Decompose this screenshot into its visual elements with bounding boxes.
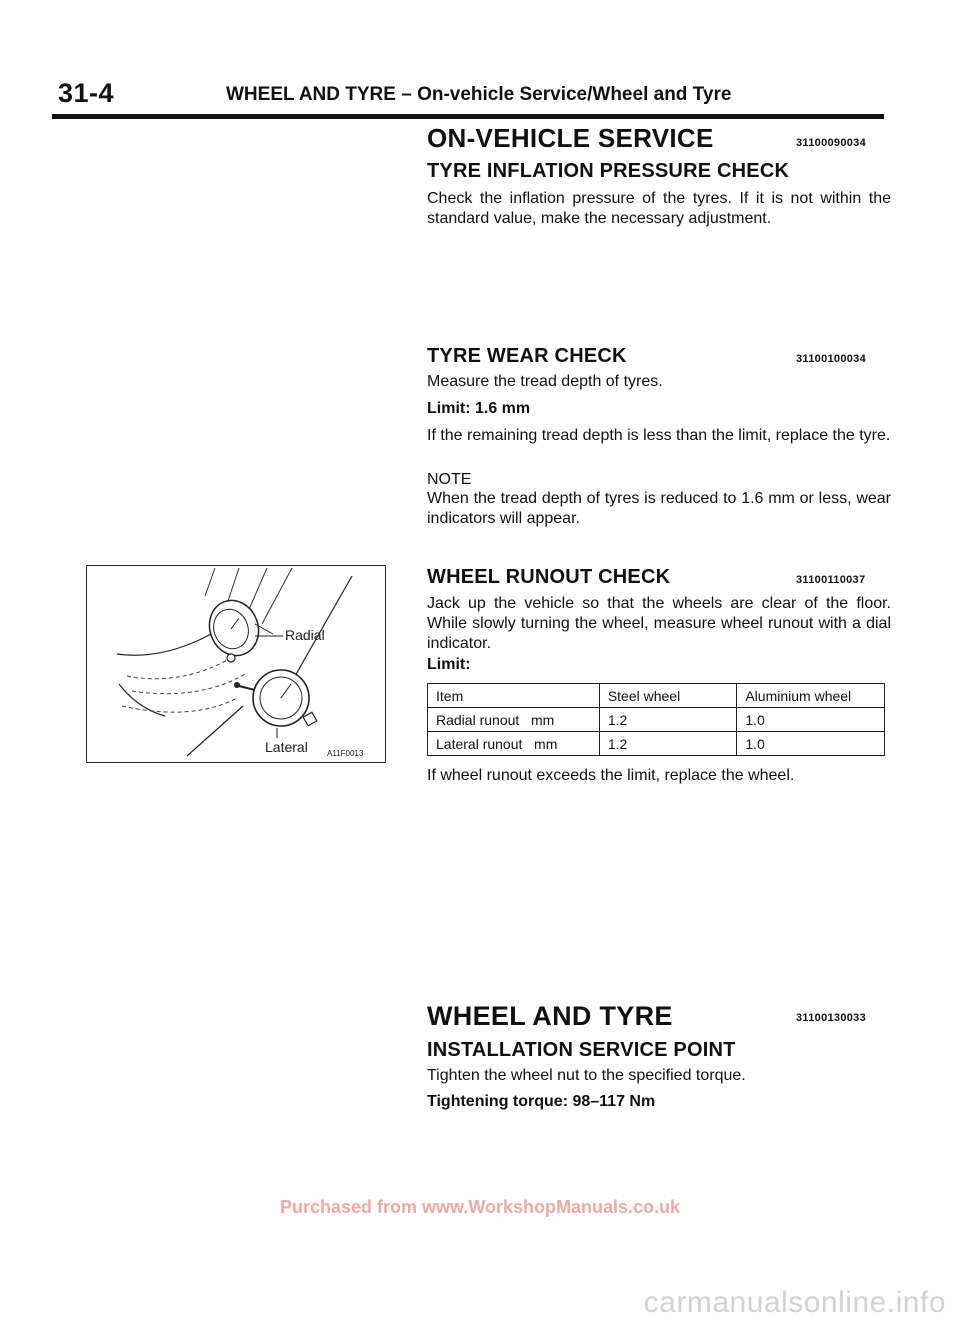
runout-limit-label: Limit: xyxy=(427,656,471,673)
page-header-title: WHEEL AND TYRE – On-vehicle Service/Wheel and Tyre xyxy=(226,84,732,105)
subsection-title-inflation: TYRE INFLATION PRESSURE CHECK xyxy=(427,160,790,182)
header-rule xyxy=(52,114,884,119)
dial-indicator-illustration xyxy=(87,566,385,762)
figure-label-lateral: Lateral xyxy=(265,739,308,755)
table-header-cell: Steel wheel xyxy=(599,684,737,708)
runout-text: Jack up the vehicle so that the wheels are clear of the floor. While slowly turning the wheel, measure wheel runout with a dial indicator. xyxy=(427,595,891,652)
table-cell: 1.0 xyxy=(737,708,885,732)
runout-figure xyxy=(86,565,386,763)
note-label: NOTE xyxy=(427,471,472,488)
table-cell: Radial runout mm xyxy=(428,708,600,732)
table-row xyxy=(428,732,885,756)
table-header-cell: Aluminium wheel xyxy=(737,684,885,708)
inflation-text: Check the inflation pressure of the tyres. If it is not within the standard value, make the necessary adjustment. xyxy=(427,190,891,227)
table-header-row xyxy=(428,684,885,708)
table-row xyxy=(428,708,885,732)
runout-after-text: If wheel runout exceeds the limit, replace the wheel. xyxy=(427,767,795,784)
purchase-watermark: Purchased from www.WorkshopManuals.co.uk xyxy=(279,1197,681,1217)
wear-text-2: If the remaining tread depth is less than the limit, replace the tyre. xyxy=(427,427,891,444)
section-title-wheel-and-tyre: WHEEL AND TYRE xyxy=(427,1001,673,1031)
table-cell: 1.0 xyxy=(737,732,885,756)
subsection-title-wear: TYRE WEAR CHECK xyxy=(427,345,627,367)
note-text: When the tread depth of tyres is reduced to 1.6 mm or less, wear indicators will appear. xyxy=(427,490,891,527)
subsection-code-runout: 31100110037 xyxy=(796,574,866,586)
figure-label-radial: Radial xyxy=(285,627,325,643)
subsection-code-wear: 31100100034 xyxy=(796,353,866,365)
section-code-on-vehicle-service: 31100090034 xyxy=(796,137,866,149)
subsection-title-installation: INSTALLATION SERVICE POINT xyxy=(427,1039,736,1061)
section-code-wheel-and-tyre: 31100130033 xyxy=(796,1012,866,1024)
site-watermark: carmanualsonline.info xyxy=(643,1286,946,1319)
runout-limit-table xyxy=(427,683,885,756)
table-cell: Lateral runout mm xyxy=(428,732,600,756)
page-number: 31-4 xyxy=(58,78,115,108)
table-cell: 1.2 xyxy=(599,732,737,756)
subsection-title-runout: WHEEL RUNOUT CHECK xyxy=(427,566,671,588)
section-title-on-vehicle-service: ON-VEHICLE SERVICE xyxy=(427,123,714,153)
table-cell: 1.2 xyxy=(599,708,737,732)
table-header-cell: Item xyxy=(428,684,600,708)
tightening-torque: Tightening torque: 98–117 Nm xyxy=(427,1093,656,1110)
wear-limit: Limit: 1.6 mm xyxy=(427,400,531,417)
wear-text: Measure the tread depth of tyres. xyxy=(427,373,663,390)
installation-text: Tighten the wheel nut to the specified torque. xyxy=(427,1067,746,1084)
figure-code: A11F0013 xyxy=(327,749,364,758)
